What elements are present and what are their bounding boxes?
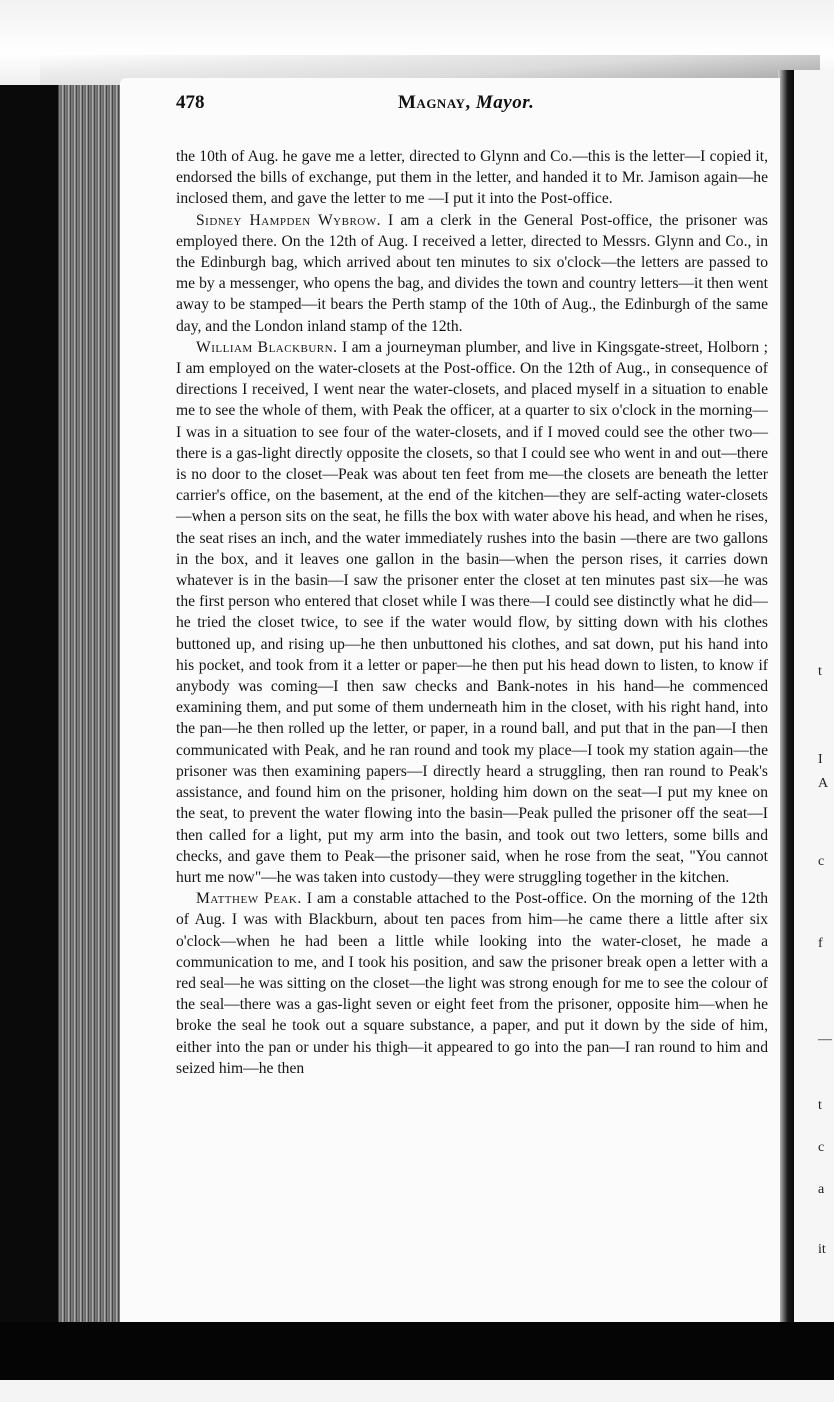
bottom-margin (0, 1380, 834, 1402)
paragraph-text: the 10th of Aug. he gave me a letter, directed to Glynn and Co.—this is the letter—I copied it, endorsed the bills of exchange, put them in the letter, and handed it to Mr. Jamison again—he inclosed them, and gave the letter to me —I put it into the Post-office. (176, 148, 768, 208)
speaker-name: Matthew Peak. (196, 890, 302, 908)
paragraph (176, 146, 768, 210)
facing-page-fragment: it (818, 1242, 826, 1257)
facing-page-fragment: — (818, 1032, 832, 1047)
paragraph-text: I am a clerk in the General Post-office, the prisoner was employed there. On the 12th of Aug. I received a letter, directed to Messrs. Glynn and Co., in the Edinburgh bag, which arrived about ten minutes to six o'clock—the letters are passed to me by a messenger, who opens the bag, and divides the town and country letters—it then went away to be stamped—it bears the Perth stamp of the 10th of Aug., the Edinburgh of the same day, and the London inland stamp of the 12th. (176, 211, 768, 335)
paragraph (176, 210, 768, 337)
page-number: 478 (176, 92, 205, 113)
facing-page-fragment: t (818, 1098, 822, 1113)
speaker-name: Sidney Hampden Wybrow. (196, 211, 381, 229)
paragraph (176, 337, 768, 888)
facing-page-fragment: I (818, 752, 823, 767)
right-gutter-shadow (778, 70, 794, 1340)
paragraph (176, 888, 768, 1079)
page-header (176, 92, 756, 118)
facing-page-fragment: A (818, 776, 829, 791)
running-head (398, 92, 534, 114)
facing-page-fragment: f (818, 936, 823, 951)
facing-page-fragment: c (818, 854, 825, 869)
running-head-role: Mayor. (475, 92, 535, 113)
running-head-name: Magnay, (398, 92, 471, 113)
speaker-name: William Blackburn. (196, 338, 338, 356)
body-text (176, 146, 768, 1079)
facing-page-fragment: t (818, 664, 822, 679)
facing-page-fragment: c (818, 1140, 825, 1155)
bottom-scan-border (0, 1322, 834, 1380)
facing-page-fragment: a (818, 1182, 825, 1197)
paragraph-text: I am a constable attached to the Post-office. On the morning of the 12th of Aug. I was with Blackburn, about ten paces from him—he came there a little after six o'clock—when he had been a little while looking into the water-closet, he made a communication to me, and I took his position, and saw the prisoner break open a letter with a red seal—he was sitting on the closet—the light was strong enough for me to see the colour of the seal—there was a gas-light seven or eight feet from the prisoner, opposite him—when he broke the seal he took out a square substance, a paper, and put it down by the side of him, either into the pan or under his thigh—it appeared to go into the pan—I ran round to him and seized him—he then (176, 890, 768, 1077)
left-scan-border (0, 85, 58, 1335)
paragraph-text: I am a journeyman plumber, and live in Kingsgate-street, Holborn ; I am employed on the water-closets at the Post-office. On the 12th of Aug., in consequence of directions I received, I went near the water-closets, and placed myself in a situation to enable me to see the whole of them, with Peak the officer, at a quarter to six o'clock in the morning—I was in a situation to see four of the water-closets, and if I moved could see the other two—there is a gas-light directly opposite the closets, so that I could see who went in and out—there is no door to the closet—Peak was about ten feet from me—the closets are beneath the letter carrier's office, on the basement, at the end of the kitchen—they are self-acting water-closets—when a person sits on the seat, he fills the box with water above his head, and when he rises, the seat rises an inch, and the water immediately rushes into the basin —there are two gallons in the box, and it leaves one gallon in the basin—when the person rises, it carries down whatever is in the basin—I saw the prisoner enter the closet at ten minutes past six—he was the first person who entered that closet while I was there—I could see distinctly what he did—he tried the closet twice, to see if the water would flow, by sitting down with his clothes buttoned up, and rising up—he then unbuttoned his clothes, and sat down, put his hand into his pocket, and took from it a letter or paper—he then put his head down to listen, to know if anybody was coming—I then saw checks and Bank-notes in his hand—he commenced examining them, and put some of them underneath him in the closet, with his right hand, into the pan—he then rolled up the letter, or paper, in a round ball, and put that in the pan—I then communicated with Peak, and he ran round and took my place—I took my station again—the prisoner was then examining papers—I directly heard a struggling, then ran round to Peak's assistance, and found him on the prisoner, holding him down on the seat—I put my knee on the seat, to prevent the water flowing into the basin—Peak pulled the prisoner off the seat—I then called for a light, put my arm into the basin, and took out two letters, some bills and checks, and gave them to Peak—the prisoner said, when he rose from the seat, "You cannot hurt me now"—he was taken into custody—they were struggling together in the kitchen. (176, 338, 768, 886)
